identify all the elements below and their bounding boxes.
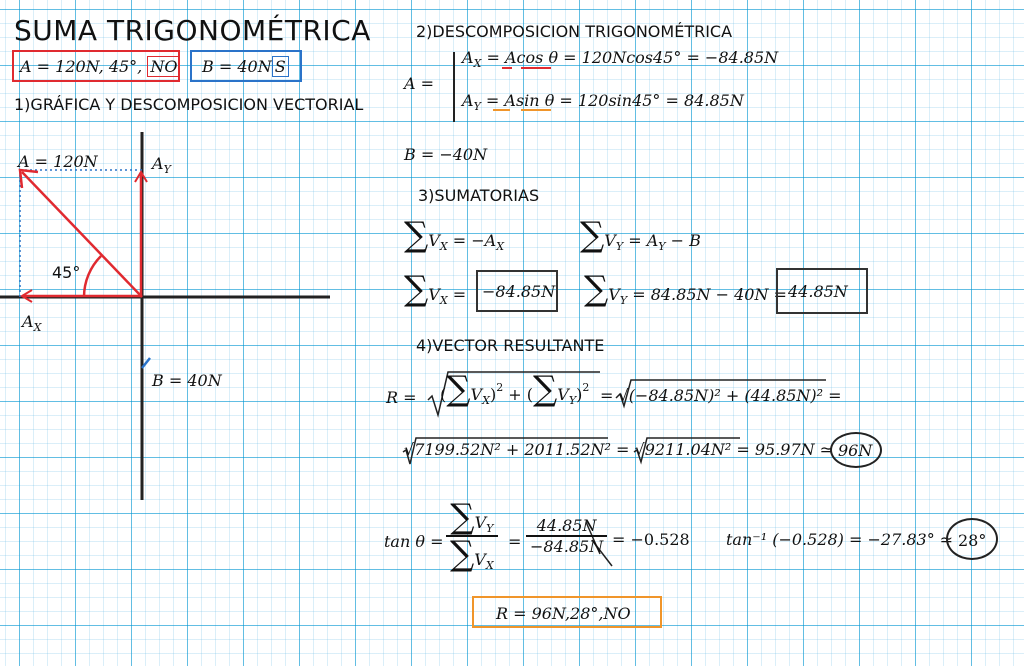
sigma-symbol: ∑ (404, 215, 429, 255)
sum-vx-result: $\sum V_X$ = (404, 269, 467, 309)
tan-equals: = (508, 532, 522, 551)
vector-a-label: A = 120N (18, 152, 98, 171)
given-a-text: A = 120N, 45°, (20, 57, 148, 76)
vector-b-label: B = 40N (152, 371, 222, 390)
ax-label-sub: X (33, 321, 42, 334)
given-b-direction: S (272, 56, 289, 77)
sum-vy-eq: = 84.85N − 40N = (632, 285, 787, 304)
ay-equation (462, 91, 744, 113)
sigma-symbol: ∑ (580, 215, 605, 255)
sum-vx-value-box: −84.85N (476, 270, 558, 312)
ax-eq-lhs: A (462, 48, 474, 67)
ax-eq-sub: X (473, 57, 482, 70)
sum-vx-definition: $\sum V_X = -A_X$ (404, 215, 505, 255)
angle-arc (84, 256, 101, 297)
sum-vy-value-box: 44.85N (776, 268, 868, 314)
given-b-box (190, 50, 302, 82)
ay-eq-lhs: A (462, 91, 474, 110)
ay-label-sub: Y (163, 163, 171, 176)
ax-label-main: A (22, 312, 34, 331)
tan-sigma-num: $\sum V_Y$ (446, 500, 498, 537)
ay-eq-rhs: = Asin θ = 120sin45° = 84.85N (485, 91, 744, 110)
r-sum-terms: $(\sum V_X)^2 + (\sum V_Y)^2$ (440, 369, 590, 409)
tan-num: 44.85N (526, 516, 607, 537)
tan-sigma-fraction (446, 497, 498, 574)
r-line1-rhs: = √(−84.85N)² + (44.85N)² = (600, 386, 842, 405)
sum-vy-rhs: = A (628, 231, 659, 250)
sum-vy-definition: $\sum V_Y = A_Y - B$ (580, 215, 701, 255)
section3-heading: 3)SUMATORIAS (418, 186, 540, 205)
tan-den: −84.85N (530, 537, 604, 556)
r-line2: √7199.52N² + 2011.52N² = √9211.04N² = 95.97N ≃ (404, 440, 834, 459)
sum-vy-tail: − B (670, 231, 701, 250)
section1-heading: 1)GRÁFICA Y DESCOMPOSICION VECTORIAL (14, 95, 364, 114)
ay-label (152, 154, 171, 176)
tan-lhs: tan θ = (384, 532, 444, 551)
ax-equation (462, 48, 778, 70)
vector-a (22, 172, 142, 297)
sum-vy-v2: V (608, 285, 620, 304)
tan-result: = −0.528 (612, 530, 690, 549)
sum-vx-v: V (428, 231, 440, 250)
section4-heading: 4)VECTOR RESULTANTE (416, 336, 605, 355)
r-lhs: R = (386, 388, 417, 407)
sum-vy-result: $\sum V_Y = 84.85N - 40N$ = (584, 269, 787, 309)
ay-label-main: A (152, 154, 164, 173)
final-result-box: R = 96N,28°,NO (472, 596, 662, 628)
b-equation: B = −40N (404, 145, 488, 164)
arctan-expression: tan⁻¹ (−0.528) = −27.83° ≃ (726, 530, 954, 549)
sum-vx-eq: = (452, 285, 467, 304)
ay-eq-sub: Y (473, 100, 481, 113)
given-a-box (12, 50, 180, 82)
angle-value-circled: 28° (946, 518, 998, 560)
tan-sigma-den: $\sum V_X$ (450, 534, 494, 574)
ax-label (22, 312, 41, 334)
sigma-symbol: ∑ (404, 269, 429, 309)
angle-label: 45° (52, 263, 81, 282)
sigma-symbol: ∑ (446, 369, 471, 409)
tan-value-fraction (526, 516, 607, 556)
sigma-symbol: ∑ (584, 269, 609, 309)
ax-eq-rhs: = Acos θ = 120Ncos45° = −84.85N (486, 48, 779, 67)
sigma-symbol: ∑ (533, 369, 558, 409)
section2-heading: 2)DESCOMPOSICION TRIGONOMÉTRICA (416, 22, 733, 41)
a-equals: A = (404, 74, 435, 93)
sum-vy-v: V (604, 231, 616, 250)
given-a-direction: NO (147, 56, 180, 77)
page-title: SUMA TRIGONOMÉTRICA (14, 14, 371, 47)
r-value-circled: 96N (830, 432, 882, 468)
given-b-text: B = 40N (202, 57, 272, 76)
sum-vx-rhs: = −A (452, 231, 497, 250)
sum-vx-v2: V (428, 285, 440, 304)
